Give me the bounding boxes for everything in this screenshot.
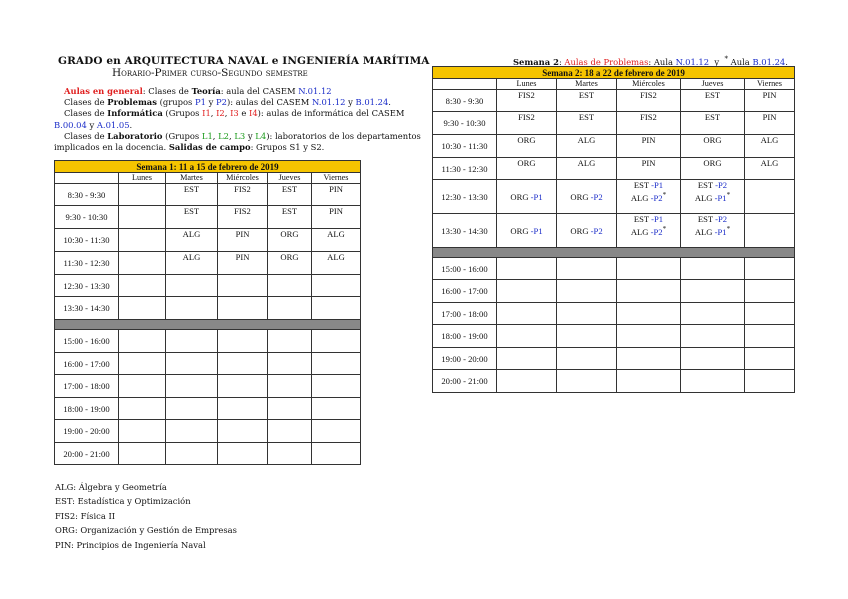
info-laboratorio: Clases de Laboratorio (Grupos L1, L2, L3 y L4): laboratorios de los departamentos implicados en la docencia. Salidas de campo: Grupos S1 y S2. [54,130,421,153]
table-row [433,370,795,393]
time-slot: 19:00 - 20:00 [433,348,497,370]
class-cell: FIS2 [497,90,557,112]
class-cell: EST [557,112,617,135]
class-cell [218,297,268,320]
class-cell [119,297,166,320]
class-cell: ALG [745,158,795,180]
week2-title: Semana 2: 18 a 22 de febrero de 2019 [433,67,795,79]
class-cell: ALG [166,252,218,275]
table-row [55,275,361,297]
class-cell: FIS2 [218,184,268,206]
class-cell: PIN [745,90,795,112]
day-header: Miércoles [218,173,268,184]
table-row [433,158,795,180]
class-cell [119,275,166,297]
room-code: N.01.12 [298,86,332,96]
table-row [433,325,795,348]
table-row [55,398,361,420]
class-cell: ALG [557,158,617,180]
table-row [433,135,795,158]
day-header: Jueves [268,173,312,184]
class-cell: ORG [681,135,745,158]
class-cell: ORG [497,158,557,180]
class-cell: ORG [268,229,312,252]
info-block [54,86,424,153]
table-row [433,180,795,214]
table-row [433,348,795,370]
table-row [433,280,795,303]
table-row [55,420,361,443]
subject-legend [55,480,237,552]
class-cell [119,184,166,206]
class-cell: EST [681,112,745,135]
aulas-label: Aulas en general [64,86,143,96]
class-cell: EST [557,90,617,112]
info-problemas: Clases de Problemas (grupos P1 y P2): aulas del CASEM N.01.12 y B.01.24. [64,97,391,108]
table-row [55,184,361,206]
lunch-separator [433,248,795,258]
class-cell [268,297,312,320]
class-cell: PIN [312,206,361,229]
time-slot: 16:00 - 17:00 [433,280,497,303]
table-row [433,214,795,248]
class-cell: ALG [745,135,795,158]
info-teoria: Aulas en general: Clases de Teoría: aula del CASEM N.01.12 [64,86,332,96]
table-row [55,353,361,375]
table-row [433,90,795,112]
table-row [55,206,361,229]
class-cell [119,229,166,252]
class-cell: ALG [557,135,617,158]
table-row [55,229,361,252]
class-cell: FIS2 [617,112,681,135]
table-row [55,297,361,320]
class-cell [119,206,166,229]
time-slot: 8:30 - 9:30 [433,90,497,112]
class-cell: FIS2 [497,112,557,135]
time-slot: 18:00 - 19:00 [433,325,497,348]
table-row [433,112,795,135]
class-cell: PIN [312,184,361,206]
week1-schedule-table [54,160,361,465]
class-cell [312,275,361,297]
class-cell: ALG [312,252,361,275]
day-header: Martes [557,79,617,90]
time-slot: 15:00 - 16:00 [55,330,119,353]
class-cell: PIN [218,229,268,252]
table-row [55,252,361,275]
class-cell: EST -P2 ALG -P1* [681,214,745,248]
class-cell [268,275,312,297]
class-cell: PIN [218,252,268,275]
time-slot: 17:00 - 18:00 [433,303,497,325]
class-cell [312,297,361,320]
table-row [433,258,795,280]
corner-cell [433,79,497,90]
legend-item: FIS2: Física II [55,510,116,521]
class-cell [745,180,795,214]
document-subtitle: Horario-Primer curso-Segundo semestre [112,67,308,79]
class-cell: EST [166,184,218,206]
time-slot: 9:30 - 10:30 [55,206,119,229]
day-header: Viernes [312,173,361,184]
corner-cell [55,173,119,184]
time-slot: 10:30 - 11:30 [55,229,119,252]
time-slot: 10:30 - 11:30 [433,135,497,158]
class-cell: ALG [166,229,218,252]
class-cell [119,252,166,275]
table-row [433,303,795,325]
class-cell: ORG -P1 [497,180,557,214]
day-header: Miércoles [617,79,681,90]
week2-schedule-table [432,66,795,393]
class-cell: EST [681,90,745,112]
time-slot: 15:00 - 16:00 [433,258,497,280]
time-slot: 18:00 - 19:00 [55,398,119,420]
table-row [55,443,361,465]
class-cell [166,297,218,320]
time-slot: 11:30 - 12:30 [433,158,497,180]
class-cell: PIN [617,158,681,180]
class-cell: EST -P1 ALG -P2* [617,214,681,248]
time-slot: 13:30 - 14:30 [433,214,497,248]
time-slot: 20:00 - 21:00 [55,443,119,465]
class-cell: EST [268,206,312,229]
class-cell: PIN [745,112,795,135]
info-informatica: Clases de Informática (Grupos I1, I2, I3 e I4): aulas de informática del CASEM B.00.04 y A.01.05. [54,108,405,130]
class-cell: FIS2 [617,90,681,112]
legend-item: PIN: Principios de Ingeniería Naval [55,539,206,550]
time-slot: 19:00 - 20:00 [55,420,119,443]
semana2-note: Semana 2: Aulas de Problemas: Aula N.01.12 y * Aula B.01.24. [513,55,788,67]
class-cell: ORG -P2 [557,214,617,248]
time-slot: 20:00 - 21:00 [433,370,497,393]
class-cell: ALG [312,229,361,252]
class-cell [745,214,795,248]
legend-item: ORG: Organización y Gestión de Empresas [55,525,237,536]
class-cell: PIN [617,135,681,158]
class-cell: EST [268,184,312,206]
class-cell: ORG [497,135,557,158]
time-slot: 16:00 - 17:00 [55,353,119,375]
class-cell: FIS2 [218,206,268,229]
class-cell [218,275,268,297]
class-cell: EST [166,206,218,229]
class-cell [166,275,218,297]
legend-item: ALG: Álgebra y Geometría [55,482,167,492]
time-slot: 11:30 - 12:30 [55,252,119,275]
document-title: GRADO en ARQUITECTURA NAVAL e INGENIERÍA MARÍTIMA [58,55,430,67]
day-header: Jueves [681,79,745,90]
class-cell: EST -P1 ALG -P2* [617,180,681,214]
time-slot: 9:30 - 10:30 [433,112,497,135]
week1-title: Semana 1: 11 a 15 de febrero de 2019 [55,161,361,173]
time-slot: 12:30 - 13:30 [55,275,119,297]
day-header: Viernes [745,79,795,90]
class-cell: ORG [681,158,745,180]
time-slot: 13:30 - 14:30 [55,297,119,320]
class-cell: ORG -P2 [557,180,617,214]
time-slot: 17:00 - 18:00 [55,375,119,398]
table-row [55,375,361,398]
legend-item: EST: Estadística y Optimización [55,496,191,507]
class-cell: ORG [268,252,312,275]
day-header: Lunes [119,173,166,184]
class-cell: EST -P2 ALG -P1* [681,180,745,214]
day-header: Martes [166,173,218,184]
time-slot: 8:30 - 9:30 [55,184,119,206]
time-slot: 12:30 - 13:30 [433,180,497,214]
class-cell: ORG -P1 [497,214,557,248]
day-header: Lunes [497,79,557,90]
table-row [55,330,361,353]
lunch-separator [55,320,361,330]
